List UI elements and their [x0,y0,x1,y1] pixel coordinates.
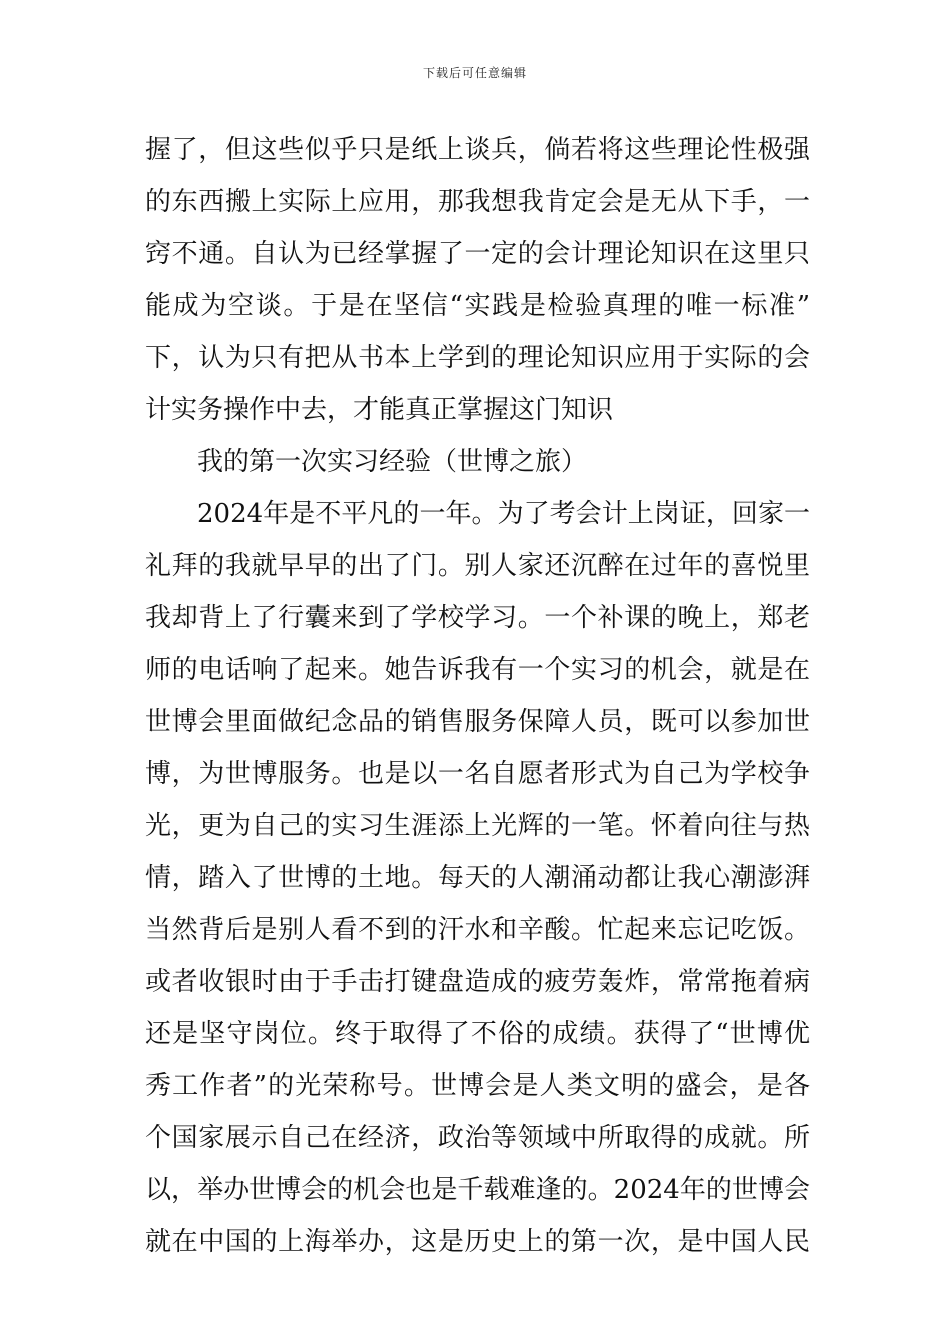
paragraph-1-line: 能成为空谈。于是在坚信“实践是检验真理的唯一标准” [145,291,810,321]
paragraph-1-line: 计实务操作中去，才能真正掌握这门知识 [145,395,614,425]
document-body [145,124,810,1268]
paragraph-2-line: 以，举办世博会的机会也是千载难逢的。2024年的世博会 [145,1175,810,1205]
paragraph-2-line: 情，踏入了世博的土地。每天的人潮涌动都让我心潮澎湃 [145,863,810,893]
paragraph-2-line: 礼拜的我就早早的出了门。别人家还沉醉在过年的喜悦里 [145,551,810,581]
paragraph-1-line: 的东西搬上实际上应用，那我想我肯定会是无从下手，一 [145,187,810,217]
paragraph-2-line: 师的电话响了起来。她告诉我有一个实习的机会，就是在 [145,655,810,685]
paragraph-1-line: 窍不通。自认为已经掌握了一定的会计理论知识在这里只 [145,239,810,269]
section-heading: 我的第一次实习经验（世博之旅） [197,447,588,477]
paragraph-2-line: 或者收银时由于手击打键盘造成的疲劳轰炸，常常拖着病 [145,967,810,997]
paragraph-2-line: 就在中国的上海举办，这是历史上的第一次，是中国人民 [145,1227,810,1257]
paragraph-2-line: 博，为世博服务。也是以一名自愿者形式为自己为学校争 [145,759,810,789]
paragraph-1-line: 下，认为只有把从书本上学到的理论知识应用于实际的会 [145,343,810,373]
paragraph-2-line: 光，更为自己的实习生涯添上光辉的一笔。怀着向往与热 [145,811,810,841]
paragraph-1-line: 握了，但这些似乎只是纸上谈兵，倘若将这些理论性极强 [145,135,810,165]
paragraph-2-line: 当然背后是别人看不到的汗水和辛酸。忙起来忘记吃饭。 [145,915,810,945]
paragraph-2-line: 2024年是不平凡的一年。为了考会计上岗证，回家一 [197,499,810,529]
page-header-note: 下载后可任意编辑 [422,66,527,80]
paragraph-2-line: 秀工作者”的光荣称号。世博会是人类文明的盛会，是各 [145,1071,810,1101]
paragraph-2-line: 我却背上了行囊来到了学校学习。一个补课的晚上，郑老 [145,603,810,633]
paragraph-2-line: 世博会里面做纪念品的销售服务保障人员，既可以参加世 [145,707,810,737]
paragraph-2-line: 还是坚守岗位。终于取得了不俗的成绩。获得了“世博优 [145,1019,810,1049]
paragraph-2-line: 个国家展示自己在经济，政治等领域中所取得的成就。所 [145,1123,810,1153]
